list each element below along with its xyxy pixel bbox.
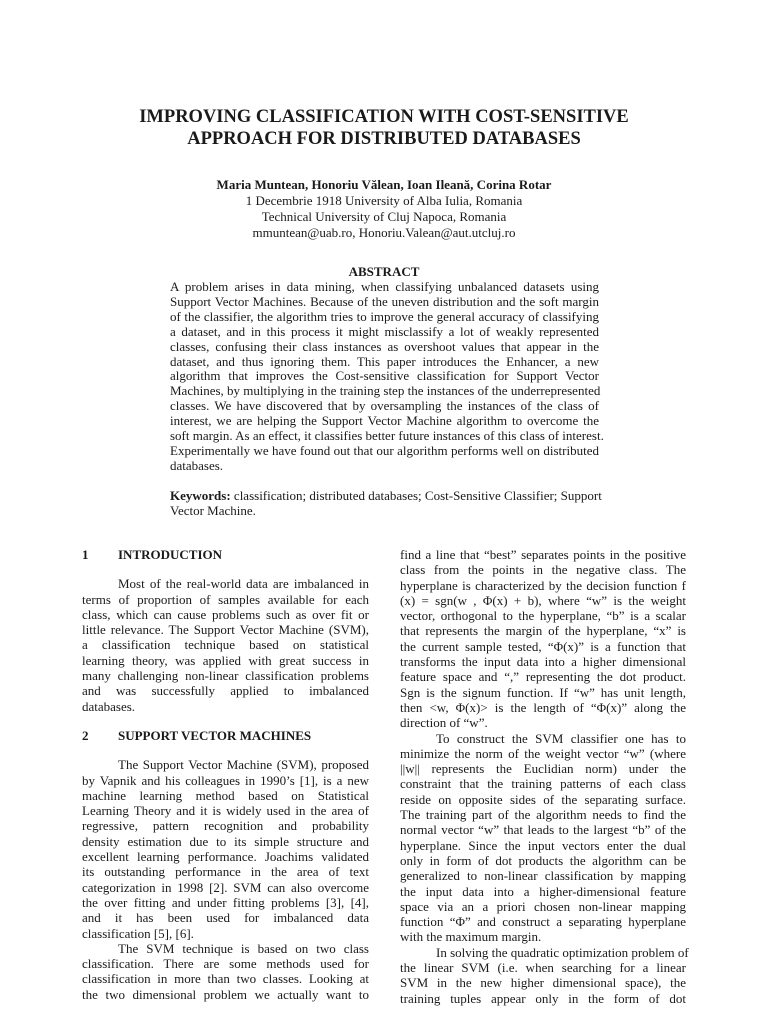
text-line: classes, confusing their class instances as overshoot values that appear in the (170, 338, 599, 354)
text-line: algorithm that improves the Cost-sensitive classification for Support Vector (170, 368, 599, 384)
text-line: excellent learning performance. Joachims validated (82, 849, 369, 865)
text-line: and was successfully applied to imbalanced (82, 683, 369, 699)
text-line: A problem arises in data mining, when classifying unbalanced datasets using (170, 279, 599, 294)
svm-paragraph (400, 731, 686, 945)
text-line: constraint that the training patterns of each class (400, 776, 686, 792)
keywords-label: Keywords: (170, 488, 231, 503)
author-names: Maria Muntean, Honoriu Vălean, Ioan Ileană, Corina Rotar (216, 177, 552, 192)
text-line: with the maximum margin. (400, 929, 542, 945)
text-line: vector, orthogonal to the hyperplane, “b” is a scalar (400, 608, 686, 624)
text-line: classification. There are some methods used for (82, 956, 369, 972)
abstract-body (170, 279, 604, 474)
text-line: and it has been used for imbalanced data (82, 910, 369, 926)
text-line: the linear SVM (i.e. when searching for a linear (400, 960, 686, 976)
text-line: by Vapnik and his colleagues in 1990’s [1], is a new (82, 772, 369, 788)
text-line: feature space and “,” representing the dot product. (400, 669, 686, 685)
text-line: generalized to non-linear classification by mapping (400, 868, 686, 884)
text-line: that represents the margin of the hyperplane, “x” is (400, 623, 686, 639)
text-line: the over fitting and under fitting problems [3], [4], (82, 894, 369, 910)
text-line: Most of the real-world data are imbalanced in (118, 576, 369, 592)
text-line: hyperplane. Since the input vectors enter the dual (400, 837, 686, 853)
text-line: function “Φ” and construct a separating hyperplane (400, 914, 686, 930)
affiliation: 1 Decembrie 1918 University of Alba Iulia, Romania (245, 193, 523, 208)
text-line: space via an a priori chosen non-linear mapping (400, 898, 686, 914)
text-line: machine learning method based on Statistical (82, 787, 369, 803)
text-line: regressive, pattern recognition and probability (82, 818, 369, 834)
text-line: of the classifier, the algorithm tries to improve the general accuracy of classifying (170, 308, 599, 324)
text-line: transforms the input data into a higher dimensional (400, 654, 686, 670)
text-line: only in form of dot products the algorithm can be (400, 852, 686, 868)
text-line: Learning Theory and it is widely used in the area of (82, 803, 369, 819)
text-line: minimize the norm of the weight vector “w” (where (400, 745, 686, 761)
text-line: Experimentally we have found out that our algorithm performs well on distributed (170, 442, 599, 458)
text-line: categorization in 1998 [2]. SVM can also overcome (82, 879, 369, 895)
text-line: Sgn is the signum function. If “w” has unit length, (400, 684, 686, 700)
text-line: hyperplane is characterized by the decision function f (400, 577, 686, 593)
right-column (400, 547, 689, 1006)
text-line: a dataset, and in this process it might misclassify a lot of weakly represented (170, 323, 599, 339)
text-line: dataset, and thus ignoring them. This paper introduces the Enhancer, a new (170, 353, 599, 369)
text-line: the current sample tested, “Φ(x)” is a function that (400, 638, 686, 654)
text-line: terms of proportion of samples available for each (82, 591, 369, 607)
text-line: In solving the quadratic optimization problem of (436, 944, 689, 960)
text-line: training tuples appear only in the form of dot (400, 990, 686, 1006)
abstract-heading: ABSTRACT (348, 264, 420, 279)
text-line: To construct the SVM classifier one has to (436, 730, 686, 746)
author-emails: mmuntean@uab.ro, Honoriu.Valean@aut.utcluj.ro (252, 225, 516, 240)
text-line: The training part of the algorithm needs to find the (400, 807, 686, 823)
text-line: the input data into a higher-dimensional feature (400, 883, 686, 899)
text-line: classes. We have discovered that by oversampling the instances of the class of (170, 398, 599, 414)
text-line: class from the points in the negative class. The (400, 562, 686, 578)
text-line: little relevance. The Support Vector Machine (SVM), (82, 622, 369, 638)
text-line: interest, we are helping the Support Vector Machine algorithm to overcome the (170, 413, 599, 429)
section-heading-introduction: 1 INTRODUCTION (82, 547, 223, 562)
text-line: classification [5], [6]. (82, 925, 194, 941)
left-column (82, 547, 369, 1002)
text-line: then <w, Φ(x)> is the length of “Φ(x)” along the (400, 699, 686, 715)
text-line: Support Vector Machines. Because of the uneven distribution and the soft margin (170, 293, 599, 309)
text-line: its outstanding performance in the area of text (82, 864, 369, 880)
text-line: The SVM technique is based on two class (118, 940, 369, 956)
keywords-text: Vector Machine. (170, 502, 256, 518)
text-line: learning theory, was applied with great success in (82, 652, 369, 668)
affiliation: Technical University of Cluj Napoca, Romania (261, 209, 507, 224)
text-line: many challenging non-linear classification problems (82, 668, 369, 684)
keywords (170, 488, 602, 519)
text-line: ||w|| represents the Euclidian norm) under the (400, 761, 686, 777)
paper-title (0, 106, 768, 150)
svm-paragraph (82, 941, 369, 1002)
section-heading-svm: 2 SUPPORT VECTOR MACHINES (82, 727, 312, 743)
title-line: APPROACH FOR DISTRIBUTED DATABASES (187, 129, 581, 149)
text-line: class, which can cause problems such as over fit or (82, 606, 369, 622)
text-line: reside on opposite sides of the separating surface. (400, 791, 686, 807)
svm-paragraph (400, 547, 686, 731)
text-line: a classification technique based on statistical (82, 637, 369, 653)
text-line: SVM in the new higher dimensional space), the (400, 975, 686, 991)
intro-paragraph (82, 576, 369, 714)
keywords-text: classification; distributed databases; Cost-Sensitive Classifier; Support (230, 488, 602, 503)
text-line: databases. (170, 457, 224, 473)
svm-paragraph (82, 757, 369, 941)
svm-paragraph (400, 944, 689, 1006)
author-block (0, 177, 768, 241)
text-line: databases. (82, 698, 136, 714)
text-line: direction of “w”. (400, 715, 488, 731)
text-line: Machines, by multiplying in the training step the instances of the underrepresented (170, 383, 601, 399)
text-line: normal vector “w” that leads to the largest “b” of the (400, 822, 686, 838)
text-line: soft margin. As an effect, it classifies better future instances of this class of interest. (170, 428, 604, 444)
text-line: classification in more than two classes. Looking at (82, 971, 369, 987)
text-line: (x) = sgn(w , Φ(x) + b), where “w” is the weight (400, 592, 686, 608)
text-line: The Support Vector Machine (SVM), proposed (118, 757, 369, 773)
title-line: IMPROVING CLASSIFICATION WITH COST-SENSITIVE (139, 107, 629, 127)
text-line: density estimation due to its simple structure and (82, 833, 369, 849)
text-line: the two dimensional problem we actually want to (82, 986, 369, 1002)
text-line: find a line that “best” separates points in the positive (400, 547, 686, 562)
